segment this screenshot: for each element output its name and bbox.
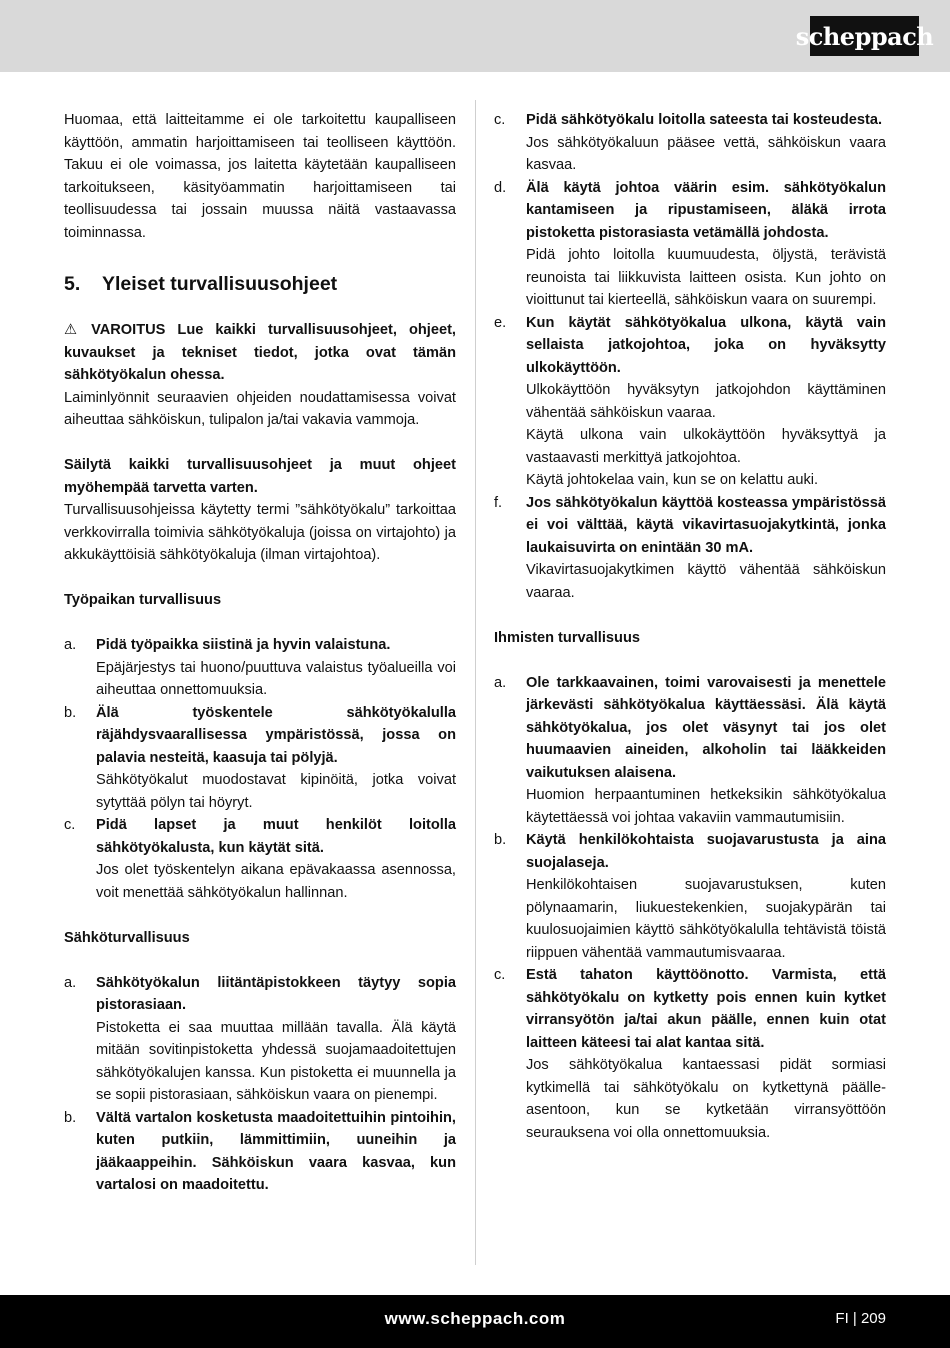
keep-instructions-bold: Säilytä kaikki turvallisuusohjeet ja muut ohjeet myöhempää tarvetta varten. xyxy=(64,457,456,496)
work-safety-heading: Työpaikan turvallisuus xyxy=(64,592,222,608)
warning-bold-text: VAROITUS Lue kaikki turvallisuusohjeet, ohjeet, kuvaukset ja tekniset tiedot, jotka ovat tämän sähkötyökalun ohessa. xyxy=(64,322,456,383)
list-item xyxy=(494,177,886,312)
item-bold: Pidä lapset ja muut henkilöt loitolla sähkötyökalusta, kun käytät sitä. xyxy=(96,817,456,856)
item-bold: Sähkötyökalun liitäntäpistokkeen täytyy sopia pistorasiaan. xyxy=(96,974,456,1013)
left-column xyxy=(64,109,456,1197)
item-bold: Ole tarkkaavainen, toimi varovaisesti ja menettele järkevästi sähkötyökalua käyttäessäsi. Älä käytä sähkötyökalua, jos olet väsynyt tai jos olet huumaavien aineiden, alkoholin tai lääkkeiden vaikutuksen alaisena. xyxy=(526,674,886,781)
personal-safety-heading: Ihmisten turvallisuus xyxy=(494,629,640,646)
item-text: Henkilökohtaisen suojavarustuksen, kuten pölynaamarin, liukuestekenkien, suojakypärän tai kuulosuojaimien käyttö sähkötyökalulla tehtävistä töistä riippuen vähentää vammautumisvaaraa. xyxy=(526,877,886,961)
warning-text: Laiminlyönnit seuraavien ohjeiden noudattamisessa voivat aiheuttaa sähköiskun, tulipalon ja/tai vakavia vammoja. xyxy=(64,389,456,428)
item-letter: f. xyxy=(494,494,503,511)
list-item xyxy=(64,814,456,904)
item-bold: Jos sähkötyökalun käyttöä kosteassa ympäristössä ei voi välttää, käytä vikavirtasuojakytkintä, jonka laukaisuvirta on enintään 30 mA. xyxy=(526,494,886,556)
page-number: FI | 209 xyxy=(835,1310,886,1327)
item-text: Käytä johtokelaa vain, kun se on kelattu auki. xyxy=(526,472,819,488)
website-link[interactable]: www.scheppach.com xyxy=(384,1309,566,1328)
item-text: Sähkötyökalut muodostavat kipinöitä, jotka voivat sytyttää pölyn tai höyryt. xyxy=(96,772,456,811)
item-letter: c. xyxy=(494,967,506,983)
item-bold: Älä työskentele sähkötyökalulla räjähdysvaarallisessa ympäristössä, jossa on palavia nesteitä, kaasuja tai pölyjä. xyxy=(96,704,456,766)
electrical-safety-list xyxy=(64,972,456,1197)
list-item xyxy=(494,964,886,1144)
list-item xyxy=(494,492,886,605)
section-title xyxy=(64,271,456,297)
item-text: Pistoketta ei saa muuttaa millään tavalla. Älä käytä mitään sovitinpistoketta yhdessä suojamaadoitettujen sähkötyökalujen kanssa. Kun pistoketta ei muunnella ja se sopii pistorasiaan, sähköiskun vaara on pienempi. xyxy=(96,1019,456,1103)
item-letter: a. xyxy=(494,674,507,691)
item-text: Epäjärjestys tai huono/puuttuva valaistus työalueilla voi aiheuttaa onnettomuuksia. xyxy=(96,659,456,698)
item-text: Jos sähkötyökaluun pääsee vettä, sähköiskun vaara kasvaa. xyxy=(526,134,886,173)
electrical-safety-list-continued xyxy=(494,109,886,604)
item-letter: d. xyxy=(494,179,507,196)
work-safety-list xyxy=(64,634,456,904)
section-number: 5. xyxy=(64,272,81,295)
item-text: Käytä ulkona vain ulkokäyttöön hyväksyttyä ja vastaavasti merkittyä jatkojohtoa. xyxy=(526,427,886,466)
item-bold: Vältä vartalon kosketusta maadoitettuihin pintoihin, kuten putkiin, lämmittimiin, uuneihin ja jääkaappeihin. Sähköiskun vaara kasvaa, kun vartalosi on maadoitettu. xyxy=(96,1109,456,1193)
item-bold: Kun käytät sähkötyökalua ulkona, käytä vain sellaista jatkojohtoa, joka on hyväksytty ulkokäyttöön. xyxy=(526,314,886,376)
list-item xyxy=(494,312,886,492)
header-bar xyxy=(0,0,950,72)
column-divider xyxy=(475,100,476,1265)
item-letter: c. xyxy=(494,112,506,128)
item-text: Jos sähkötyökalua kantaessasi pidät sormiasi kytkimellä tai sähkötyökalu on kytkettynä päälle-asentoon, kun se kytketään virransyöttöön seurauksena voi olla onnettomuuksia. xyxy=(526,1057,886,1141)
item-letter: c. xyxy=(64,817,76,833)
list-item xyxy=(494,109,886,177)
list-item xyxy=(64,634,456,702)
right-column xyxy=(494,109,886,1144)
personal-safety-list xyxy=(494,672,886,1145)
warning-block xyxy=(64,319,456,387)
item-letter: a. xyxy=(64,637,77,653)
item-letter: b. xyxy=(494,832,507,848)
item-letter: b. xyxy=(64,1109,77,1126)
item-bold: Käytä henkilökohtaista suojavarustusta ja aina suojalaseja. xyxy=(526,832,886,871)
item-letter: b. xyxy=(64,704,77,721)
item-bold: Estä tahaton käyttöönotto. Varmista, että sähkötyökalu on kytketty pois ennen kuin kytket virransyötön ja/tai akun päälle, ennen kuin otat laitteen käteesi tai alat kantaa sitä. xyxy=(526,967,886,1051)
item-bold: Älä käytä johtoa väärin esim. sähkötyökalun kantamiseen ja ripustamiseen, äläkä irrota pistoketta pistorasiasta vetämällä johdosta. xyxy=(526,179,886,241)
item-letter: a. xyxy=(64,974,77,991)
list-item xyxy=(494,672,886,830)
item-text: Huomion herpaantuminen hetkeksikin sähkötyökalua käytettäessä voi johtaa vakaviin vammautumisiin. xyxy=(526,787,886,826)
list-item xyxy=(494,829,886,964)
item-bold: Pidä työpaikka siistinä ja hyvin valaistuna. xyxy=(96,637,391,653)
section-title-text: Yleiset turvallisuusohjeet xyxy=(102,272,338,295)
list-item xyxy=(64,702,456,815)
electrical-safety-heading: Sähköturvallisuus xyxy=(64,929,190,946)
item-text: Vikavirtasuojakytkimen käyttö vähentää sähköiskun vaaraa. xyxy=(526,562,886,601)
list-item xyxy=(64,972,456,1107)
item-bold: Pidä sähkötyökalu loitolla sateesta tai kosteudesta. xyxy=(526,112,883,128)
list-item xyxy=(64,1107,456,1197)
item-letter: e. xyxy=(494,314,507,331)
intro-paragraph: Huomaa, että laitteitamme ei ole tarkoitettu kaupalliseen käyttöön, ammatin harjoittamiseen tai teolliseen käyttöön. Takuu ei ole voimassa, jos laitetta käytetään kaupalliseen tarkoitukseen, käsityöammatin harjoittamiseen tai teollisuudessa tai jossain muussa näitä vastaavassa toiminnassa. xyxy=(64,112,456,241)
warning-icon: ⚠ xyxy=(64,322,86,338)
item-text: Ulkokäyttöön hyväksytyn jatkojohdon käyttäminen vähentää sähköiskun vaaraa. xyxy=(526,382,886,421)
item-text: Jos olet työskentelyn aikana epävakaassa asennossa, voit menettää sähkötyökalun hallinnan. xyxy=(96,862,456,901)
footer-bar xyxy=(0,1295,950,1348)
brand-logo: scheppach xyxy=(810,16,919,56)
keep-instructions-text: Turvallisuusohjeissa käytetty termi ”sähkötyökalu” tarkoittaa verkkovirralla toimivia sähkötyökaluja (joissa on virtajohto) ja akkukäyttöisiä sähkötyökaluja (ilman virtajohtoa). xyxy=(64,502,456,563)
item-text: Pidä johto loitolla kuumuudesta, öljystä, terävistä reunoista tai liikkuvista laitteen osista. Kun johto on vioittunut tai kierteellä, sähköiskun vaara on suurempi. xyxy=(526,247,886,308)
